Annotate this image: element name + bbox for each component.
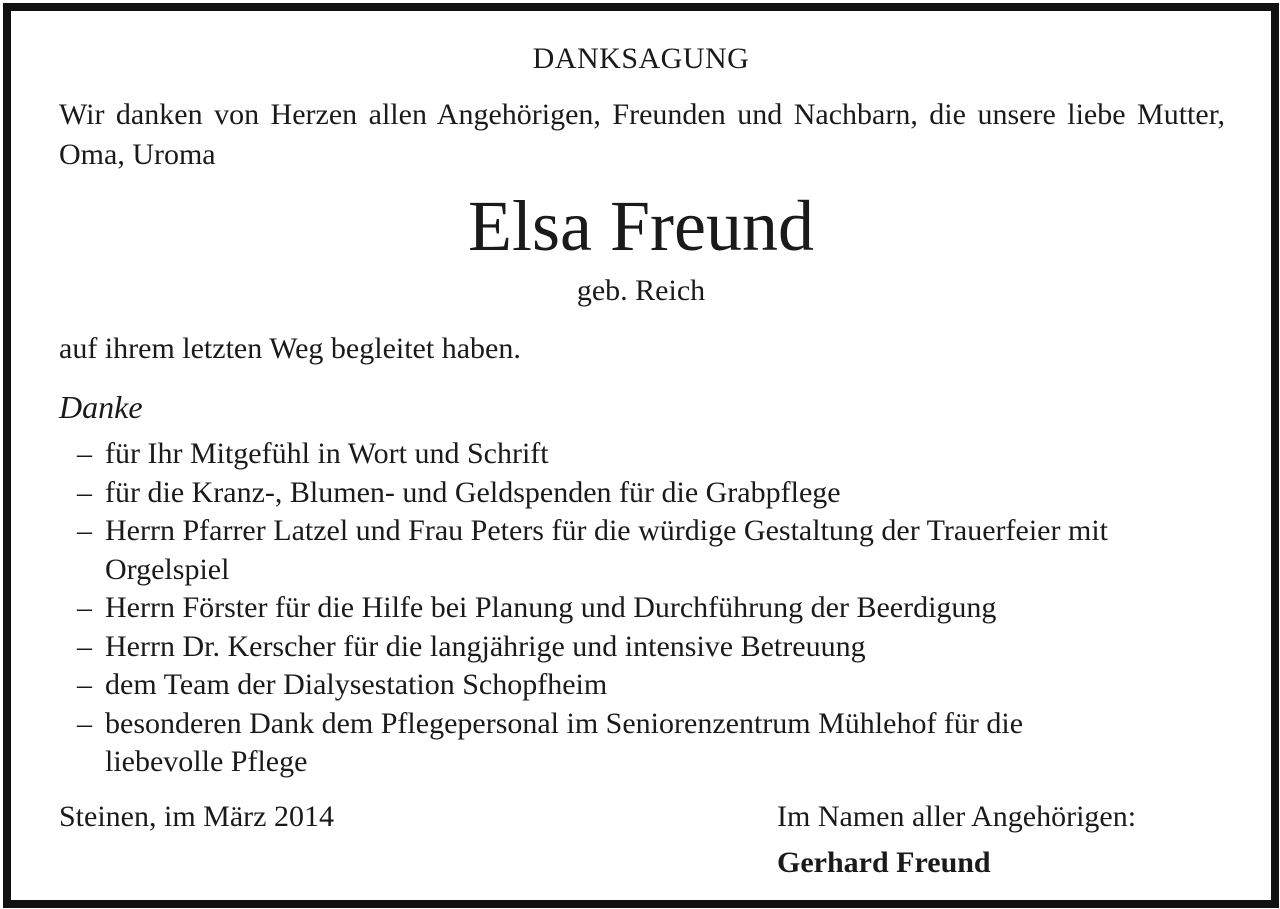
list-item-text: für Ihr Mitgefühl in Wort und Schrift — [105, 437, 549, 470]
list-item — [77, 705, 1145, 782]
list-item-text: Herrn Dr. Kerscher für die langjährige und intensive Betreuung — [105, 629, 866, 663]
list-item-text: besonderen Dank dem Pflegepersonal im Seniorenzentrum Mühlehof für die liebevolle Pflege — [105, 706, 1024, 778]
list-item — [77, 628, 1217, 667]
dash-bullet: – — [77, 514, 92, 547]
list-item-text: Herrn Förster für die Hilfe bei Planung und Durchführung der Beerdigung — [105, 591, 997, 624]
list-item-text: für die Kranz-, Blumen- und Geldspenden für die Grabpflege — [105, 475, 841, 509]
notice-frame — [3, 3, 1279, 908]
dash-bullet: – — [77, 706, 92, 740]
dash-bullet: – — [77, 437, 92, 470]
list-item-text: Herrn Pfarrer Latzel und Frau Peters für die würdige Gestaltung der Trauerfeier mit Orgelspiel — [105, 514, 1108, 586]
dash-bullet: – — [77, 668, 92, 701]
thanks-label: Danke — [59, 389, 143, 425]
place-date: Steinen, im März 2014 — [59, 800, 334, 833]
signature-name: Gerhard Freund — [777, 846, 991, 879]
list-item — [77, 512, 1185, 589]
dash-bullet: – — [77, 629, 92, 663]
list-item-text: dem Team der Dialysestation Schopfheim — [105, 668, 608, 701]
intro-text: Wir danken von Herzen allen Angehörigen, Freunden und Nachbarn, die unsere liebe Mutter, Oma, Uroma — [59, 98, 1225, 171]
list-item — [77, 666, 1217, 705]
escorted-text: auf ihrem letzten Weg begleitet haben. — [59, 332, 521, 365]
maiden-name: geb. Reich — [576, 274, 706, 307]
list-item — [77, 589, 1217, 628]
signature-label: Im Namen aller Angehörigen: — [777, 800, 1137, 833]
notice-heading: DANKSAGUNG — [532, 42, 750, 75]
dash-bullet: – — [77, 475, 92, 509]
thanks-list — [77, 435, 1217, 782]
list-item — [77, 435, 1217, 474]
dash-bullet: – — [77, 591, 92, 624]
deceased-name: Elsa Freund — [468, 186, 814, 266]
list-item — [77, 474, 1217, 513]
